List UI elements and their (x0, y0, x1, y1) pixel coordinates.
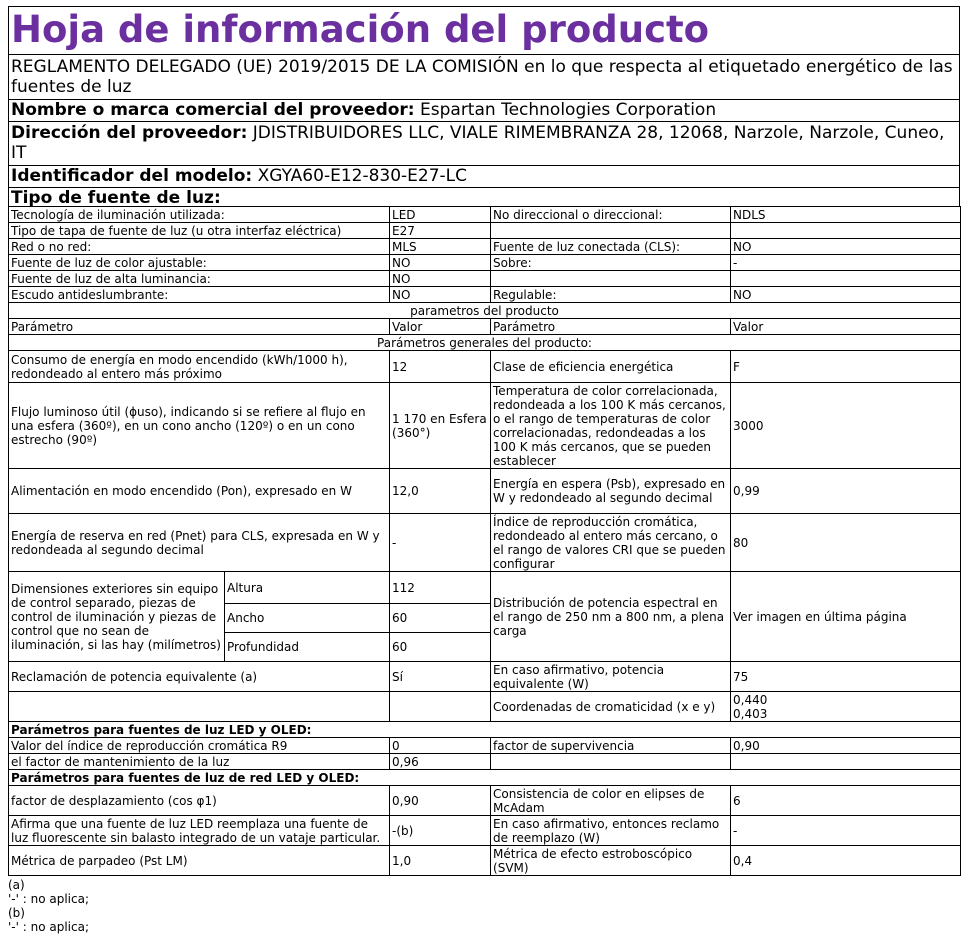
model-label: Identificador del modelo: (11, 166, 253, 186)
footnotes (8, 878, 960, 934)
table-row: Fuente de luz de alta luminancia: NO (9, 271, 961, 287)
supplier-name-label: Nombre o marca comercial del proveedor: (11, 100, 415, 120)
footnote: (a) (8, 878, 25, 892)
table-row: Alimentación en modo encendido (Pon), expresado en W 12,0 Energía en espera (Psb), expresado en W y redondeado al segundo decimal 0,99 (9, 469, 961, 514)
table-row: Consumo de energía en modo encendido (kWh/1000 h), redondeado al entero más próximo 12 Clase de eficiencia energética F (9, 351, 961, 383)
table-row (9, 722, 961, 738)
table-row: el factor de mantenimiento de la luz 0,96 (9, 754, 961, 770)
supplier-address-row (8, 121, 960, 165)
dimensions-label: Dimensiones exteriores sin equipo de control separado, piezas de control de iluminación y piezas de control que no sean de iluminación, si las hay (milímetros) (9, 572, 225, 662)
light-source-type-heading: Tipo de fuente de luz: (8, 187, 960, 206)
table-row: Afirma que una fuente de luz LED reemplaza una fuente de luz fluorescente sin balasto integrado de un vataje particular. -(b) En caso afirmativo, entonces reclamo de reemplazo (W) - (9, 816, 961, 846)
table-row (9, 303, 961, 319)
footnote: '-' : no aplica; (8, 892, 89, 906)
table-row: Reclamación de potencia equivalente (a) Sí En caso afirmativo, potencia equivalente (W) 75 (9, 662, 961, 692)
product-params-header: parametros del producto (9, 303, 961, 319)
table-row: Profundidad 60 (9, 633, 961, 662)
footnote: (b) (8, 906, 25, 920)
page-title: Hoja de información del producto (8, 6, 960, 54)
table-row: Red o no red: MLS Fuente de luz conectada (CLS): NO (9, 239, 961, 255)
footnote: '-' : no aplica; (8, 920, 89, 934)
general-params-header: Parámetros generales del producto: (9, 335, 961, 351)
product-information-sheet (8, 6, 960, 934)
table-row: Dimensiones exteriores sin equipo de control separado, piezas de control de iluminación y piezas de control que no sean de iluminación, si las hay (milímetros) Altura 112 Distribución de potencia espectral en el rango de 250 nm a 800 nm, a plena carga Ver imagen en última página (9, 572, 961, 604)
supplier-address-label: Dirección del proveedor: (11, 123, 248, 143)
supplier-name-row (8, 99, 960, 121)
table-row: Tecnología de iluminación utilizada: LED No direccional o direccional: NDLS (9, 207, 961, 223)
table-row (9, 335, 961, 351)
table-row: Fuente de luz de color ajustable: NO Sobre: - (9, 255, 961, 271)
table-row (9, 770, 961, 786)
table-row: Ancho 60 (9, 604, 961, 633)
model-value: XGYA60-E12-830-E27-LC (257, 166, 468, 186)
table-row: Tipo de tapa de fuente de luz (u otra interfaz eléctrica) E27 (9, 223, 961, 239)
mains-led-params-header: Parámetros para fuentes de luz de red LED y OLED: (9, 770, 961, 786)
table-row: Coordenadas de cromaticidad (x e y) 0,440 0,403 (9, 692, 961, 722)
led-params-header: Parámetros para fuentes de luz LED y OLED: (9, 722, 961, 738)
table-row: Métrica de parpadeo (Pst LM) 1,0 Métrica de efecto estroboscópico (SVM) 0,4 (9, 846, 961, 876)
model-row (8, 165, 960, 187)
table-row: Parámetro Valor Parámetro Valor (9, 319, 961, 335)
supplier-address-value: JDISTRIBUIDORES LLC, VIALE RIMEMBRANZA 28, 12068, Narzole, Narzole, Cuneo, IT (11, 123, 945, 163)
table-row: Flujo luminoso útil (ɸuso), indicando si se refiere al flujo en una esfera (360º), en un cono ancho (120º) o en un cono estrecho (90º) 1 170 en Esfera (360°) Temperatura de color correlacionada, redondeada a los 100 K más cercanos, o el rango de temperaturas de color correlacionadas, redondeadas a los 100 K más cercanos, que se pueden establecer 3000 (9, 383, 961, 469)
supplier-name-value: Espartan Technologies Corporation (420, 100, 717, 120)
regulation-text: REGLAMENTO DELEGADO (UE) 2019/2015 DE LA COMISIÓN en lo que respecta al etiquetado energético de las fuentes de luz (8, 54, 960, 99)
product-table (8, 206, 961, 876)
table-row: factor de desplazamiento (cos φ1) 0,90 Consistencia de color en elipses de McAdam 6 (9, 786, 961, 816)
table-row: Escudo antideslumbrante: NO Regulable: NO (9, 287, 961, 303)
table-row: Energía de reserva en red (Pnet) para CLS, expresada en W y redondeada al segundo decimal - Índice de reproducción cromática, redondeado al entero más cercano, o el rango de valores CRI que se pueden configurar 80 (9, 514, 961, 572)
table-row: Valor del índice de reproducción cromática R9 0 factor de supervivencia 0,90 (9, 738, 961, 754)
